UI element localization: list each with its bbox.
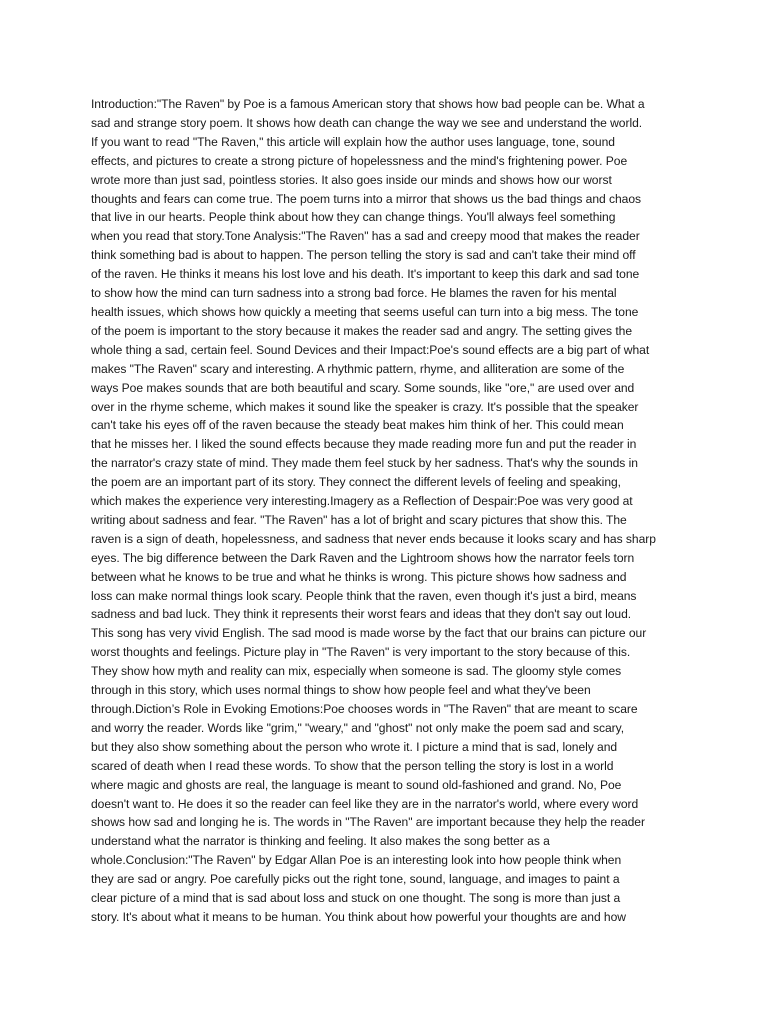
text-line: raven is a sign of death, hopelessness, and sadness that never ends because it looks scary and has sharp — [91, 531, 656, 546]
text-line: between what he knows to be true and what he thinks is wrong. This picture shows how sadness and — [91, 569, 627, 584]
text-line: effects, and pictures to create a strong picture of hopelessness and the mind's frightening power. Poe — [91, 153, 628, 168]
text-line: through in this story, which uses normal things to show how people feel and what they've been — [91, 683, 591, 698]
text-line: story. It's about what it means to be human. You think about how powerful your thoughts are and how — [91, 909, 626, 924]
text-line: shows how sad and longing he is. The words in "The Raven" are important because they help the reader — [91, 815, 645, 830]
text-line: makes "The Raven" scary and interesting. A rhythmic pattern, rhyme, and alliteration are some of the — [91, 361, 625, 376]
text-line: through.Diction’s Role in Evoking Emotions:Poe chooses words in "The Raven" that are meant to scare — [91, 702, 638, 716]
text-line: whole.Conclusion:"The Raven" by Edgar Allan Poe is an interesting look into how people think when — [91, 853, 622, 868]
text-line: think something bad is about to happen. The person telling the story is sad and can't take their mind off — [91, 248, 636, 263]
text-line: sad and strange story poem. It shows how death can change the way we see and understand the world. — [91, 115, 643, 130]
text-line: ways Poe makes sounds that are both beautiful and scary. Some sounds, like "ore," are used over and — [91, 380, 635, 395]
text-line: They show how myth and reality can mix, especially when someone is sad. The gloomy style comes — [91, 664, 622, 679]
text-line: This song has very vivid English. The sad mood is made worse by the fact that our brains can picture our — [91, 626, 647, 641]
text-line: whole thing a sad, certain feel. Sound Devices and their Impact:Poe's sound effects are a big part of what — [91, 342, 650, 357]
text-line: over in the rhyme scheme, which makes it sound like the speaker is crazy. It's possible that the speaker — [91, 399, 639, 414]
text-line: wrote more than just sad, pointless stories. It also goes inside our minds and shows how our worst — [91, 172, 612, 187]
text-line: that he misses her. I liked the sound effects because they made reading more fun and put the reader in — [91, 437, 637, 452]
text-line: of the raven. He thinks it means his lost love and his death. It's important to keep this dark and sad tone — [91, 267, 640, 282]
text-line: writing about sadness and fear. "The Raven" has a lot of bright and scary pictures that show this. The — [91, 512, 627, 527]
text-line: If you want to read "The Raven," this article will explain how the author uses language, tone, sound — [91, 134, 615, 149]
text-line: understand what the narrator is thinking and feeling. It also makes the song better as a — [91, 834, 550, 849]
text-line: health issues, which shows how quickly a meeting that seems useful can turn into a big mess. The tone — [91, 304, 639, 319]
text-line: the poem are an important part of its story. They connect the different levels of feeling and speaking, — [91, 475, 621, 490]
text-line: they are sad or angry. Poe carefully picks out the right tone, sound, language, and images to paint a — [91, 872, 620, 887]
text-line: Introduction:"The Raven" by Poe is a famous American story that shows how bad people can be. What a — [91, 97, 645, 111]
text-line: which makes the experience very interesting.Imagery as a Reflection of Despair:Poe was very good at — [91, 494, 633, 509]
text-line: eyes. The big difference between the Dark Raven and the Lightroom shows how the narrator feels torn — [91, 550, 635, 565]
text-line: thoughts and fears can come true. The poem turns into a mirror that shows us the bad things and chaos — [91, 191, 642, 206]
text-line: worst thoughts and feelings. Picture play in "The Raven" is very important to the story because of this. — [91, 645, 631, 660]
text-line: but they also show something about the person who wrote it. I picture a mind that is sad, lonely and — [91, 739, 618, 754]
text-line: of the poem is important to the story because it makes the reader sad and angry. The setting gives the — [91, 323, 632, 338]
essay-body — [91, 95, 691, 927]
text-line: and worry the reader. Words like "grim," "weary," and "ghost" not only make the poem sad and scary, — [91, 720, 625, 735]
text-line: scared of death when I read these words. To show that the person telling the story is lost in a world — [91, 758, 614, 773]
text-line: the narrator's crazy state of mind. They made them feel stuck by her sadness. That's why the sounds in — [91, 456, 638, 471]
text-line: clear picture of a mind that is sad about loss and stuck on one thought. The song is more than just a — [91, 891, 621, 906]
text-line: where magic and ghosts are real, the language is meant to sound old-fashioned and grand. No, Poe — [91, 777, 622, 792]
text-line: when you read that story.Tone Analysis:"The Raven" has a sad and creepy mood that makes the reader — [91, 229, 640, 244]
text-line: that live in our hearts. People think about how they can change things. You'll always feel something — [91, 210, 616, 225]
text-line: can't take his eyes off of the raven because the steady beat makes him think of her. This could mean — [91, 418, 624, 433]
text-line: doesn't want to. He does it so the reader can feel like they are in the narrator's world, where every word — [91, 796, 639, 811]
text-line: loss can make normal things look scary. People think that the raven, even though it's just a bird, means — [91, 588, 637, 603]
text-line: sadness and bad luck. They think it represents their worst fears and ideas that they don't say out loud. — [91, 607, 632, 622]
text-line: to show how the mind can turn sadness into a strong bad force. He blames the raven for his mental — [91, 286, 617, 301]
